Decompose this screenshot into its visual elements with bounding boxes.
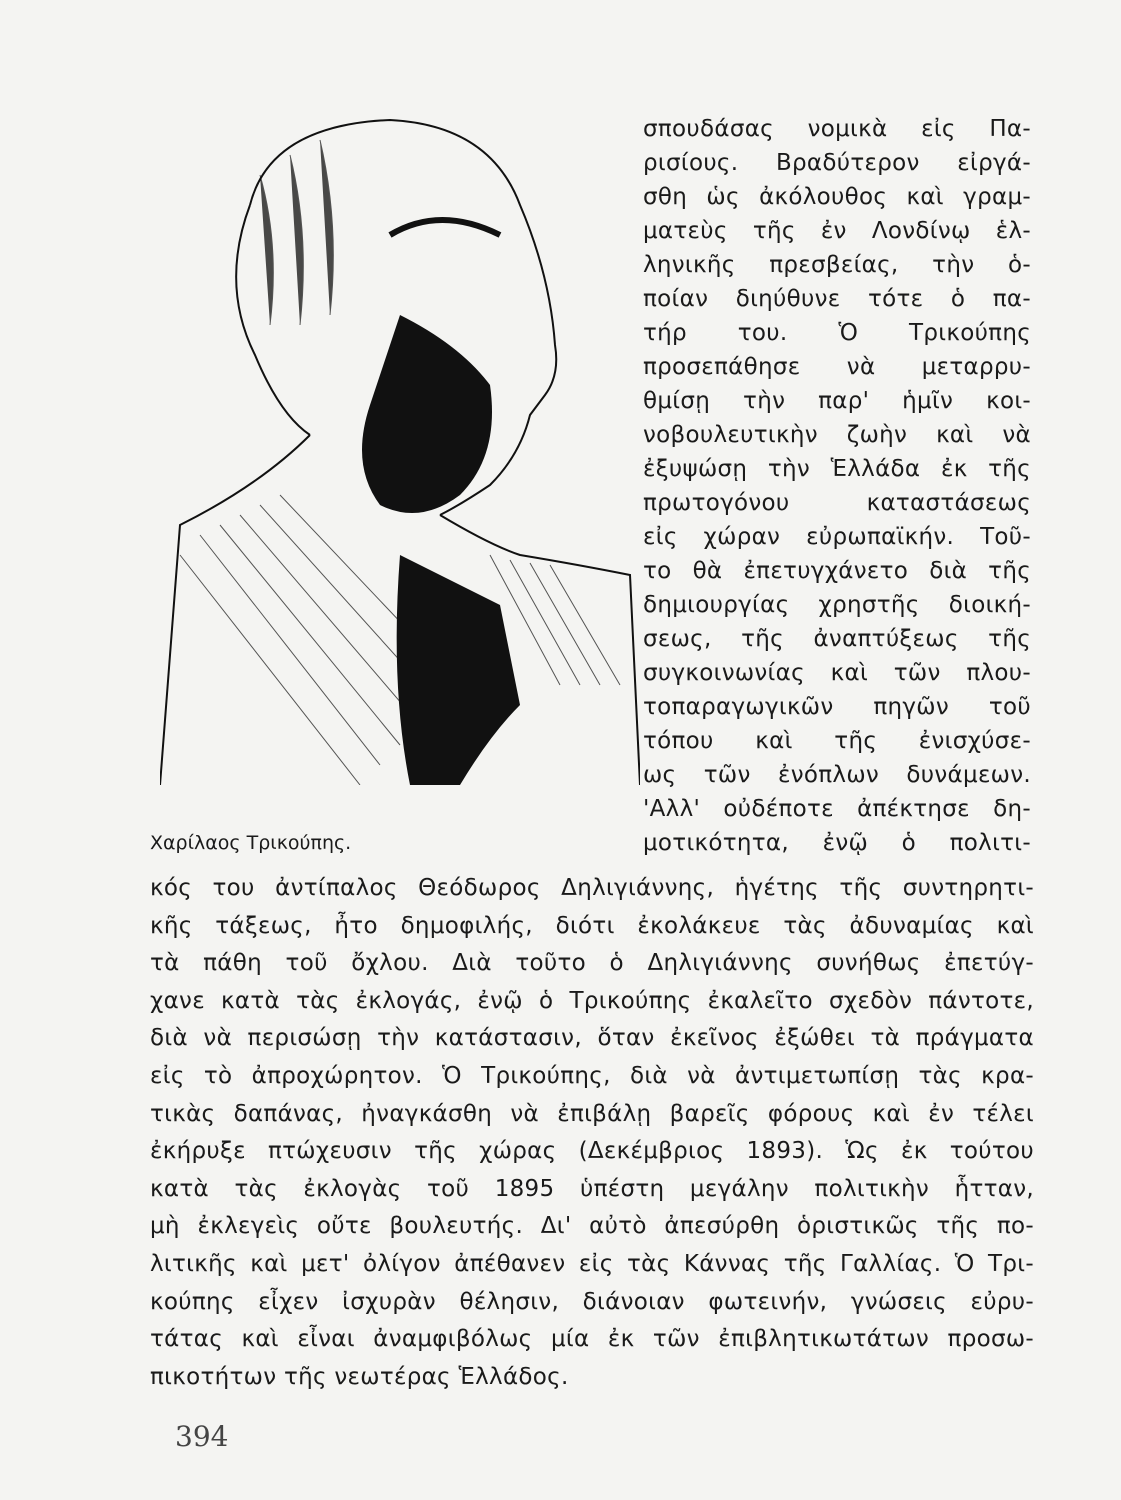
text-line: μὴ ἐκλεγεὶς οὔτε βουλευτής. Δι' αὐτὸ ἀπεσύρθη ὁριστικῶς τῆς πο- (150, 1213, 1034, 1240)
page-number: 394 (175, 1420, 229, 1453)
text-line: πρωτογόνου καταστάσεως (643, 490, 1031, 516)
text-line: κῆς τάξεως, ἦτο δημοφιλής, διότι ἐκολάκευε τὰς ἀδυναμίας καὶ (150, 912, 1034, 939)
text-line: ποίαν διηύθυνε τότε ὁ πα- (643, 286, 1031, 312)
text-line: πικοτήτων τῆς νεωτέρας Ἑλλάδος. (150, 1363, 569, 1390)
text-line: τόπου καὶ τῆς ἐνισχύσε- (643, 728, 1031, 754)
text-line: ἐκήρυξε πτώχευσιν τῆς χώρας (Δεκέμβριος 1893). Ὡς ἐκ τούτου (150, 1138, 1034, 1165)
text-line: διὰ νὰ περισώσῃ τὴν κατάστασιν, ὅταν ἐκεῖνος ἐξώθει τὰ πράγματα (150, 1025, 1034, 1052)
text-line: τήρ του. Ὁ Τρικούπης (643, 320, 1031, 346)
text-line: ληνικῆς πρεσβείας, τὴν ὁ- (643, 252, 1031, 278)
text-line: τάτας καὶ εἶναι ἀναμφιβόλως μία ἐκ τῶν ἐπιβλητικωτάτων προσω- (150, 1326, 1034, 1353)
bottom-paragraph (150, 870, 1034, 1396)
text-line: εἰς τὸ ἀπροχώρητον. Ὁ Τρικούπης, διὰ νὰ ἀντιμετωπίσῃ τὰς κρα- (150, 1062, 1034, 1089)
text-line: κούπης εἶχεν ἰσχυρὰν θέλησιν, διάνοιαν φωτεινήν, γνώσεις εὐρυ- (150, 1288, 1034, 1315)
text-line: συγκοινωνίας καὶ τῶν πλου- (643, 660, 1031, 686)
text-line: σπουδάσας νομικὰ εἰς Πα- (643, 116, 1031, 142)
text-line: τὰ πάθη τοῦ ὄχλου. Διὰ τοῦτο ὁ Δηλιγιάννης συνήθως ἐπετύγ- (150, 950, 1034, 977)
text-line: σεως, τῆς ἀναπτύξεως τῆς (643, 626, 1031, 652)
text-line: δημιουργίας χρηστῆς διοική- (643, 592, 1031, 618)
text-line: θμίσῃ τὴν παρ' ἡμῖν κοι- (643, 388, 1031, 414)
text-line: σθη ὡς ἀκόλουθος καὶ γραμ- (643, 184, 1031, 210)
portrait-engraving (160, 85, 640, 785)
text-line: προσεπάθησε νὰ μεταρρυ- (643, 354, 1031, 380)
text-line: χανε κατὰ τὰς ἐκλογάς, ἐνῷ ὁ Τρικούπης ἐκαλεῖτο σχεδὸν πάντοτε, (150, 987, 1034, 1014)
text-line: ως τῶν ἐνόπλων δυνάμεων. (643, 762, 1031, 788)
text-line: ματεὺς τῆς ἐν Λονδίνῳ ἑλ- (643, 218, 1031, 244)
text-line: νοβουλευτικὴν ζωὴν καὶ νὰ (643, 422, 1031, 448)
text-line: εἰς χώραν εὐρωπαϊκήν. Τοῦ- (643, 524, 1031, 550)
text-line: λιτικῆς καὶ μετ' ὀλίγον ἀπέθανεν εἰς τὰς Κάννας τῆς Γαλλίας. Ὁ Τρι- (150, 1250, 1034, 1277)
text-line: το θὰ ἐπετυγχάνετο διὰ τῆς (643, 558, 1031, 584)
text-line: ἐξυψώσῃ τὴν Ἑλλάδα ἐκ τῆς (643, 456, 1031, 482)
text-line: κατὰ τὰς ἐκλογὰς τοῦ 1895 ὑπέστη μεγάλην πολιτικὴν ἧτταν, (150, 1175, 1034, 1202)
text-line: κός του ἀντίπαλος Θεόδωρος Δηλιγιάννης, ἡγέτης τῆς συντηρητι- (150, 875, 1034, 901)
text-line: τοπαραγωγικῶν πηγῶν τοῦ (643, 694, 1031, 720)
right-column-text (643, 112, 1031, 860)
text-line: μοτικότητα, ἐνῷ ὁ πολιτι- (643, 830, 1031, 856)
text-line: ρισίους. Βραδύτερον εἰργά- (643, 150, 1031, 176)
portrait-caption: Χαρίλαος Τρικούπης. (150, 832, 352, 854)
text-line: 'Αλλ' οὐδέποτε ἀπέκτησε δη- (643, 796, 1031, 822)
text-line: τικὰς δαπάνας, ἠναγκάσθη νὰ ἐπιβάλῃ βαρεῖς φόρους καὶ ἐν τέλει (150, 1100, 1034, 1127)
